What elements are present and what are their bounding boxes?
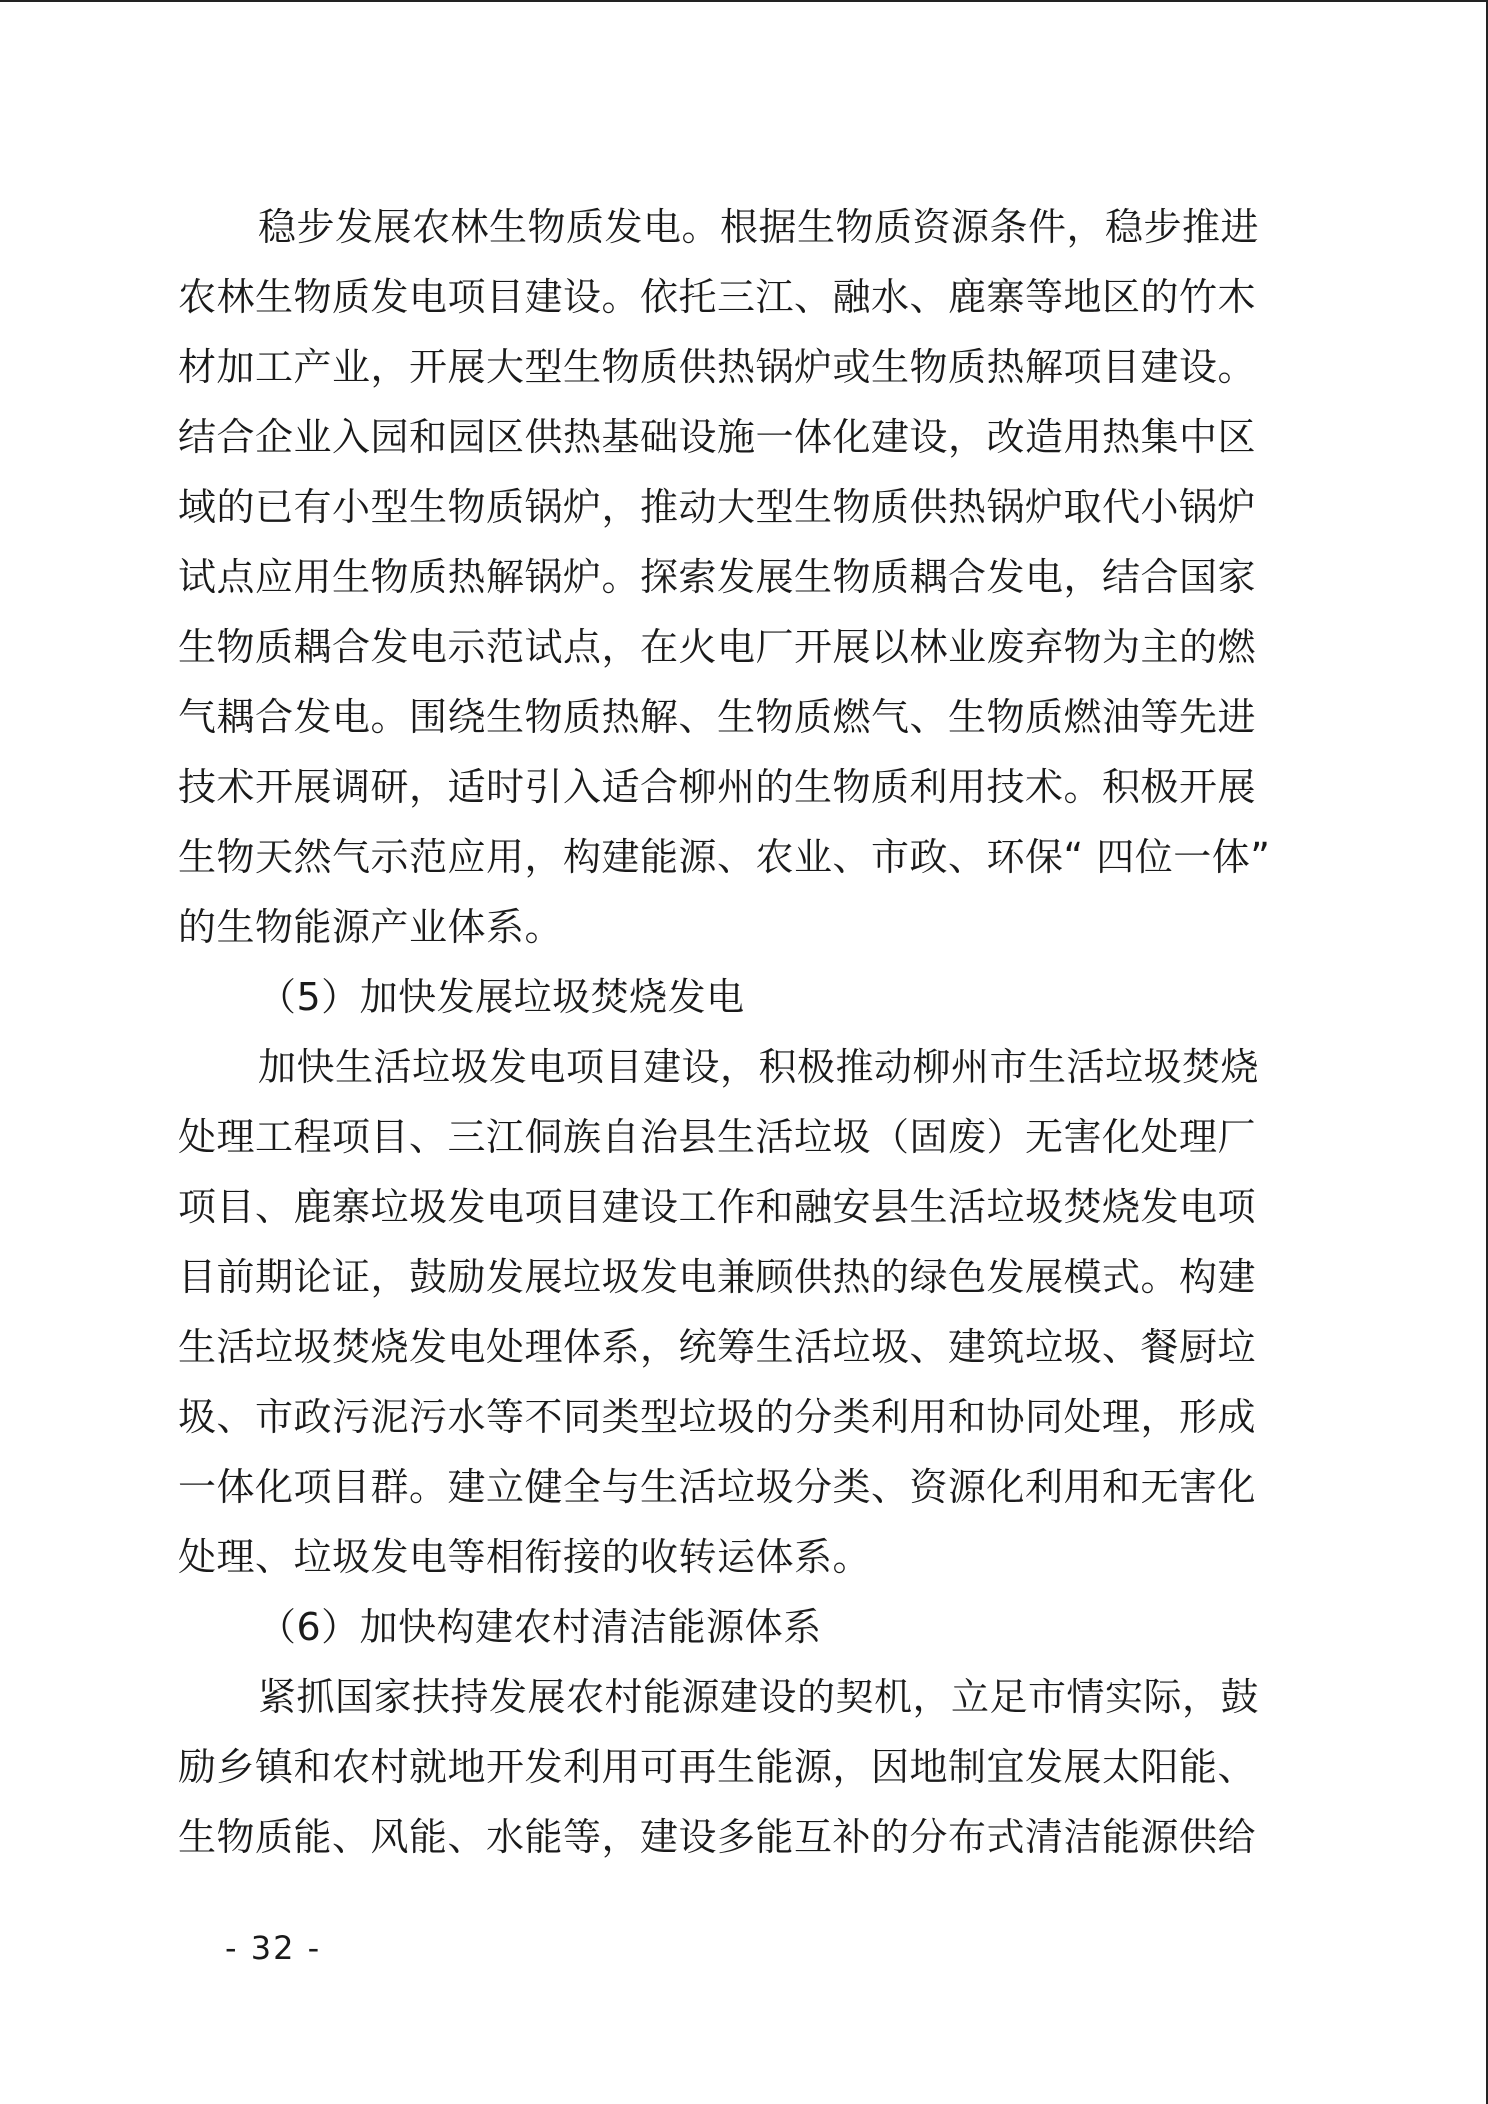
text-line: 生物天然气示范应用，构建能源、农业、市政、环保“ 四位一体” xyxy=(178,835,1271,879)
paragraph-biomass xyxy=(178,192,1312,962)
text-line: 农林生物质发电项目建设。依托三江、融水、鹿寨等地区的竹木 xyxy=(178,275,1257,319)
text-line: 技术开展调研，适时引入适合柳州的生物质利用技术。积极开展 xyxy=(178,765,1257,809)
section-heading-5: （5）加快发展垃圾焚烧发电 xyxy=(258,975,745,1019)
text-line: 材加工产业，开展大型生物质供热锅炉或生物质热解项目建设。 xyxy=(178,345,1257,389)
text-line: 目前期论证，鼓励发展垃圾发电兼顾供热的绿色发展模式。构建 xyxy=(178,1255,1257,1299)
paragraph-rural-energy xyxy=(178,1662,1312,1872)
text-line: 项目、鹿寨垃圾发电项目建设工作和融安县生活垃圾焚烧发电项 xyxy=(178,1185,1257,1229)
text-line: 的生物能源产业体系。 xyxy=(178,905,564,949)
text-line: 气耦合发电。围绕生物质热解、生物质燃气、生物质燃油等先进 xyxy=(178,695,1257,739)
text-line: 加快生活垃圾发电项目建设，积极推动柳州市生活垃圾焚烧 xyxy=(258,1045,1260,1089)
text-line: 励乡镇和农村就地开发利用可再生能源，因地制宜发展太阳能、 xyxy=(178,1745,1257,1789)
text-line: 一体化项目群。建立健全与生活垃圾分类、资源化利用和无害化 xyxy=(178,1465,1257,1509)
document-body xyxy=(178,192,1312,1872)
text-line: 域的已有小型生物质锅炉，推动大型生物质供热锅炉取代小锅炉 xyxy=(178,485,1257,529)
text-line: 处理、垃圾发电等相衔接的收转运体系。 xyxy=(178,1535,872,1579)
text-line: 生物质耦合发电示范试点，在火电厂开展以林业废弃物为主的燃 xyxy=(178,625,1257,669)
text-line: 生物质能、风能、水能等，建设多能互补的分布式清洁能源供给 xyxy=(178,1815,1257,1859)
text-line: 试点应用生物质热解锅炉。探索发展生物质耦合发电，结合国家 xyxy=(178,555,1257,599)
text-line: 处理工程项目、三江侗族自治县生活垃圾（固废）无害化处理厂 xyxy=(178,1115,1257,1159)
text-line: 生活垃圾焚烧发电处理体系，统筹生活垃圾、建筑垃圾、餐厨垃 xyxy=(178,1325,1257,1369)
text-line: 结合企业入园和园区供热基础设施一体化建设，改造用热集中区 xyxy=(178,415,1257,459)
text-line: 圾、市政污泥污水等不同类型垃圾的分类利用和协同处理，形成 xyxy=(178,1395,1257,1439)
section-heading-6: （6）加快构建农村清洁能源体系 xyxy=(258,1605,822,1649)
page-number: - 32 - xyxy=(225,1929,322,1967)
text-line: 紧抓国家扶持发展农村能源建设的契机，立足市情实际，鼓 xyxy=(258,1675,1260,1719)
paragraph-waste-incineration xyxy=(178,1032,1312,1592)
text-line: 稳步发展农林生物质发电。根据生物质资源条件，稳步推进 xyxy=(258,205,1260,249)
